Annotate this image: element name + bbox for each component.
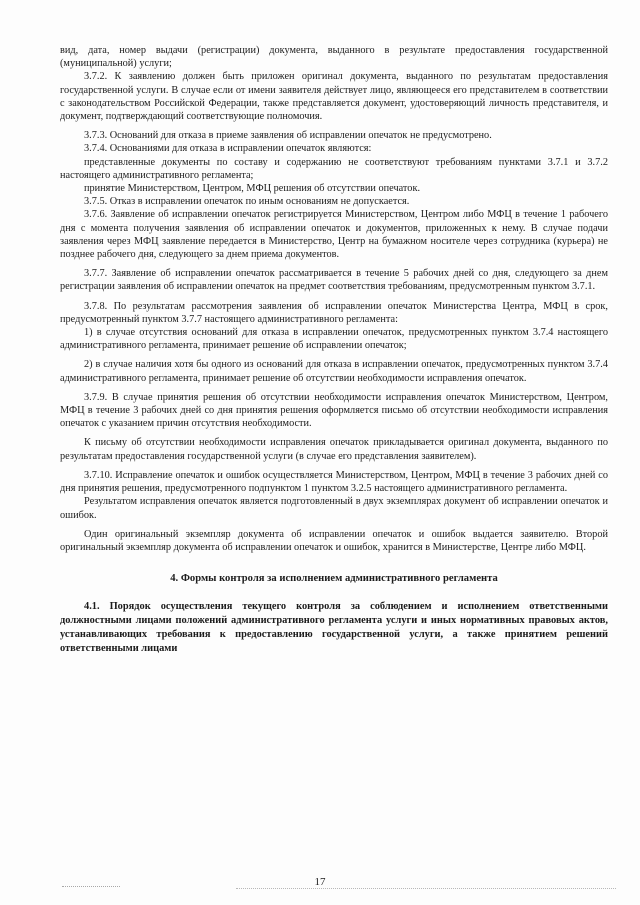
paragraph: Результатом исправления опечаток является подготовленный в двух экземплярах документ об исправлении опечаток и ошибок.	[60, 496, 608, 521]
scan-artifact-line	[236, 888, 616, 889]
scan-artifact-line	[62, 886, 120, 887]
paragraph: 3.7.10. Исправление опечаток и ошибок осуществляется Министерством, Центром, МФЦ в течение 3 рабочих дней со дня принятия решения, предусмотренного подпунктом 1 пунктом 3.2.5 настоящего административного регламента.	[60, 469, 608, 495]
subsection-heading: 4.1. Порядок осуществления текущего контроля за соблюдением и исполнением ответственными должностными лицами положений административного регламента услуги и иных нормативных правовых актов, устанавливающих требования к предоставлению государственной услуги, а также принятием решений ответственными лицами	[60, 601, 608, 654]
page-number: 17	[314, 876, 326, 888]
paragraph: К письму об отсутствии необходимости исправления опечаток прикладывается оригинал документа, выданного по результатам предоставления государственной услуги (в случае его представления заявителем).	[60, 437, 608, 462]
paragraph: 3.7.3. Оснований для отказа в приеме заявления об исправлении опечаток не предусмотрено.	[84, 130, 492, 142]
paragraph: 2) в случае наличия хотя бы одного из оснований для отказа в исправлении опечаток, предусмотренных пунктом 3.7.4 административного регламента, принимает решение об отсутствии необходимости исправления опечаток.	[60, 359, 608, 384]
paragraph: 3.7.7. Заявление об исправлении опечаток рассматривается в течение 5 рабочих дней со дня, следующего за днем регистрации заявления об исправлении опечаток на предмет соответствия требованиям, предусмотренным пунктом 3.7.1.	[60, 268, 608, 293]
paragraph: 1) в случае отсутствия оснований для отказа в исправлении опечаток, предусмотренных пунктом 3.7.4 настоящего административного регламента, принимает решение об исправлении опечаток;	[60, 327, 608, 352]
paragraph: 3.7.5. Отказ в исправлении опечаток по иным основаниям не допускается.	[84, 196, 410, 208]
paragraph: принятие Министерством, Центром, МФЦ решения об отсутствии опечаток.	[84, 183, 421, 195]
document-body	[60, 44, 608, 655]
section-heading: 4. Формы контроля за исполнением административного регламента	[170, 573, 498, 585]
paragraph: 3.7.9. В случае принятия решения об отсутствии необходимости исправления опечаток Министерством, Центром, МФЦ в течение 3 рабочих дней со дня принятия решения оформляется письмо об отсутствии необходимости исправления опечаток с указанием причин отсутствия необходимости.	[60, 391, 608, 430]
paragraph: 3.7.6. Заявление об исправлении опечаток регистрируется Министерством, Центром либо МФЦ в течение 1 рабочего дня с момента получения заявления об исправлении опечаток и документов, приложенных к нему. В случае подачи заявления через МФЦ заявление передается в Министерство, Центр на бумажном носителе через сотрудника (курьера) не позднее рабочего дня, следующего за днем приема документов.	[60, 209, 608, 261]
paragraph: Один оригинальный экземпляр документа об исправлении опечаток и ошибок выдается заявителю. Второй оригинальный экземпляр документа об исправлении опечаток и ошибок, хранится в Министерстве, Центре либо МФЦ.	[60, 528, 608, 553]
paragraph: вид, дата, номер выдачи (регистрации) документа, выданного в результате предоставления государственной (муниципальной) услуги;	[60, 45, 608, 70]
paragraph: 3.7.2. К заявлению должен быть приложен оригинал документа, выданного по результатам предоставления государственной услуги. В случае если от имени заявителя действует лицо, являющееся его представителем в соответствии с законодательством Российской Федерации, также представляется документ, удостоверяющий личность представителя, и документ, подтверждающий соответствующие полномочия.	[60, 71, 608, 123]
paragraph: представленные документы по составу и содержанию не соответствуют требованиям пунктами 3.7.1 и 3.7.2 настоящего административного регламента;	[60, 156, 608, 181]
paragraph: 3.7.8. По результатам рассмотрения заявления об исправлении опечаток Министерства Центра, МФЦ в срок, предусмотренный пунктом 3.7.7 настоящего административного регламента:	[60, 300, 608, 325]
paragraph: 3.7.4. Основаниями для отказа в исправлении опечаток являются:	[84, 143, 372, 155]
